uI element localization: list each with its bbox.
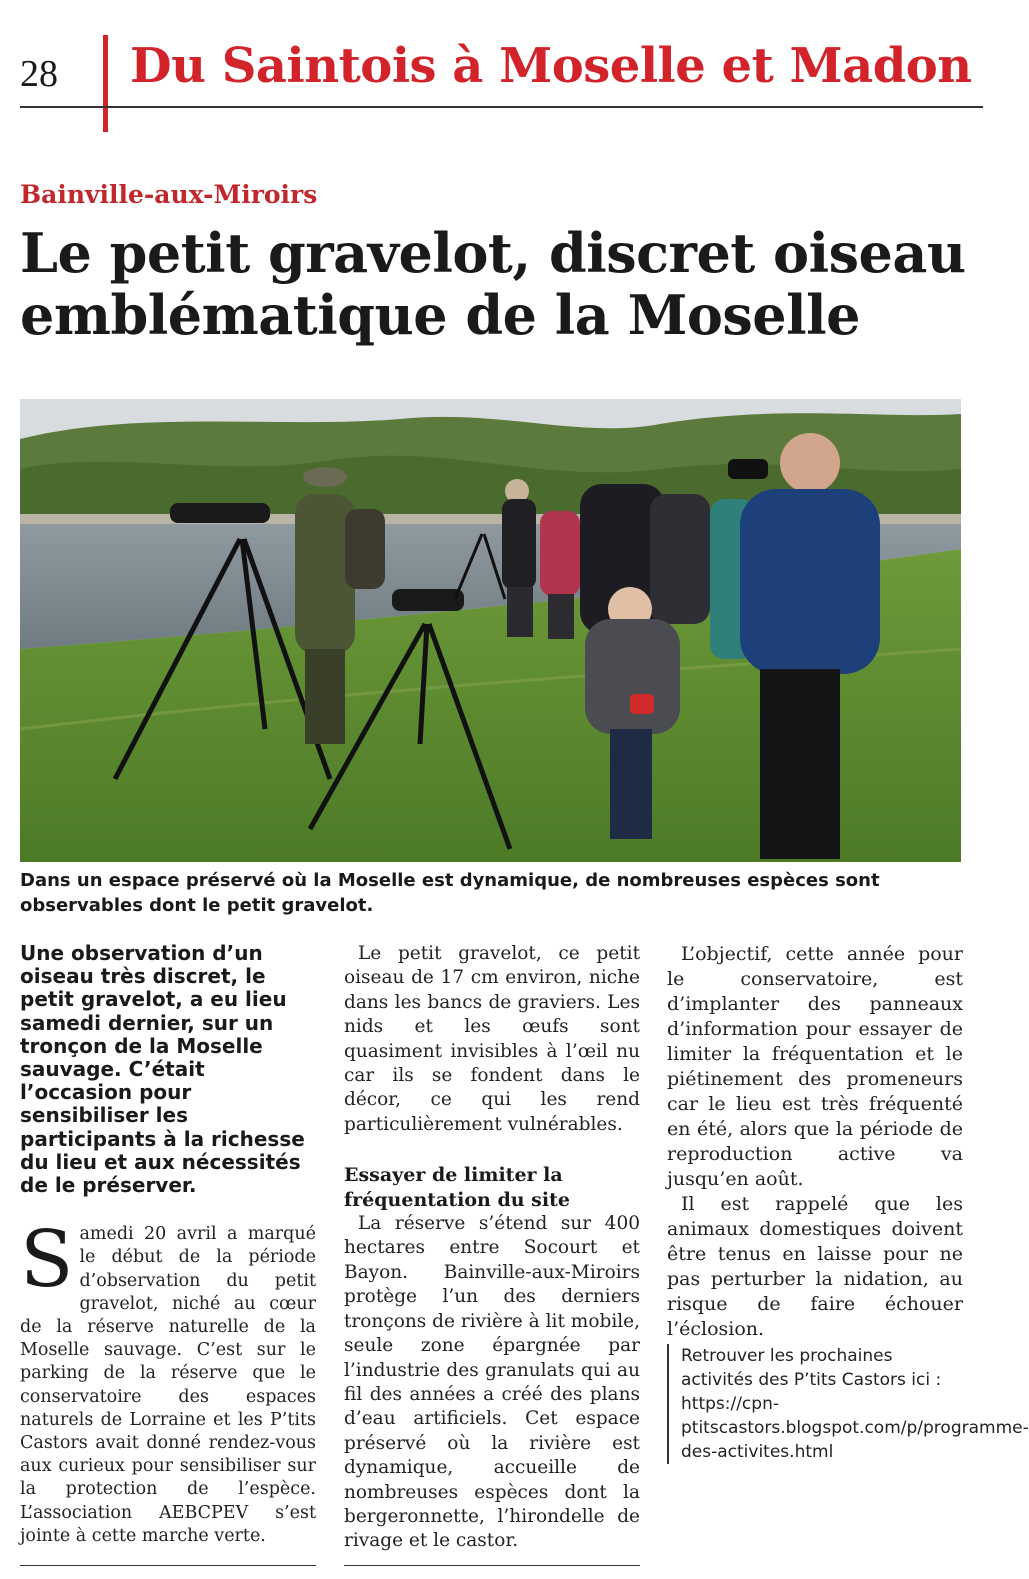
article-paragraph-3: La réserve s’étend sur 400 hectares entre Socourt et Bayon. Bainville-aux-Miroirs protège l’un des derniers tronçons de rivière à lit mobile, seule zone épargnée par l’industrie des granulats qui au fil des années a créé des plans d’eau artificiels. Cet espace préservé où la rivière est dynamique, accueille de nombreuses espèces dont la bergeronnette, l’hirondelle de rivage et le castor. bbox=[344, 1213, 640, 1552]
article-subhead: Essayer de limiter la fréquentation du site bbox=[344, 1164, 570, 1211]
column-1-foot-rule bbox=[20, 1565, 316, 1566]
info-note: Retrouver les prochaines activités des P’tits Castors ici : https://cpn-ptitscastors.blogspot.com/p/programme-des-activites.html bbox=[667, 1344, 963, 1464]
photo-caption: Dans un espace préservé où la Moselle est dynamique, de nombreuses espèces sont observables dont le petit gravelot. bbox=[20, 870, 880, 916]
paragraph-1-text: amedi 20 avril a marqué le début de la période d’observation du petit gravelot, niché au cœur de la réserve naturelle de la Moselle sauvage. C’est sur le parking de la réserve que le conservatoire des espaces naturels de Lorraine et les P’tits Castors avait donné rendez-vous aux curieux pour sensibiliser sur la protection de l’espèce. L’association AEBCPEV s’est jointe à cette marche verte. bbox=[20, 1224, 316, 1546]
drop-cap: S bbox=[20, 1215, 74, 1306]
article-column-2 bbox=[344, 942, 640, 1554]
section-title: Du Saintois à Moselle et Madon bbox=[130, 38, 972, 94]
header-accent-bar bbox=[103, 35, 108, 132]
article-headline: Le petit gravelot, discret oiseau emblématique de la Moselle bbox=[20, 221, 966, 347]
article-column-1 bbox=[20, 942, 316, 1548]
article-kicker: Bainville-aux-Miroirs bbox=[20, 180, 318, 209]
article-chapo: Une observation d’un oiseau très discret, le petit gravelot, a eu lieu samedi dernier, sur un tronçon de la Moselle sauvage. C’était l’occasion pour sensibiliser les participants à la richesse du lieu et aux nécessités de le préserver. bbox=[20, 941, 305, 1198]
article-paragraph-2: Le petit gravelot, ce petit oiseau de 17 cm environ, niche dans les bancs de graviers. Les nids et les œufs sont quasiment invisibles à l’œil nu car ils se fondent dans le décor, ce qui les rend particulièrement vulnérables. bbox=[344, 943, 640, 1135]
article-paragraph-1 bbox=[20, 1215, 316, 1548]
article-paragraph-5: Il est rappelé que les animaux domestiques doivent être tenus en laisse pour ne pas perturber la nidation, au risque de faire échouer l’éclosion. bbox=[667, 1193, 963, 1340]
article-column-3 bbox=[667, 942, 1029, 1464]
article-paragraph-4: L’objectif, cette année pour le conservatoire, est d’implanter des panneaux d’information pour essayer de limiter la fréquentation et le piétinement des promeneurs car le lieu est très fréquenté en été, alors que la période de reproduction active va jusqu’en août. bbox=[667, 943, 963, 1190]
page-number: 28 bbox=[20, 53, 58, 95]
article-photo bbox=[20, 399, 961, 862]
header-rule bbox=[20, 106, 983, 108]
column-2-foot-rule bbox=[344, 1565, 640, 1566]
